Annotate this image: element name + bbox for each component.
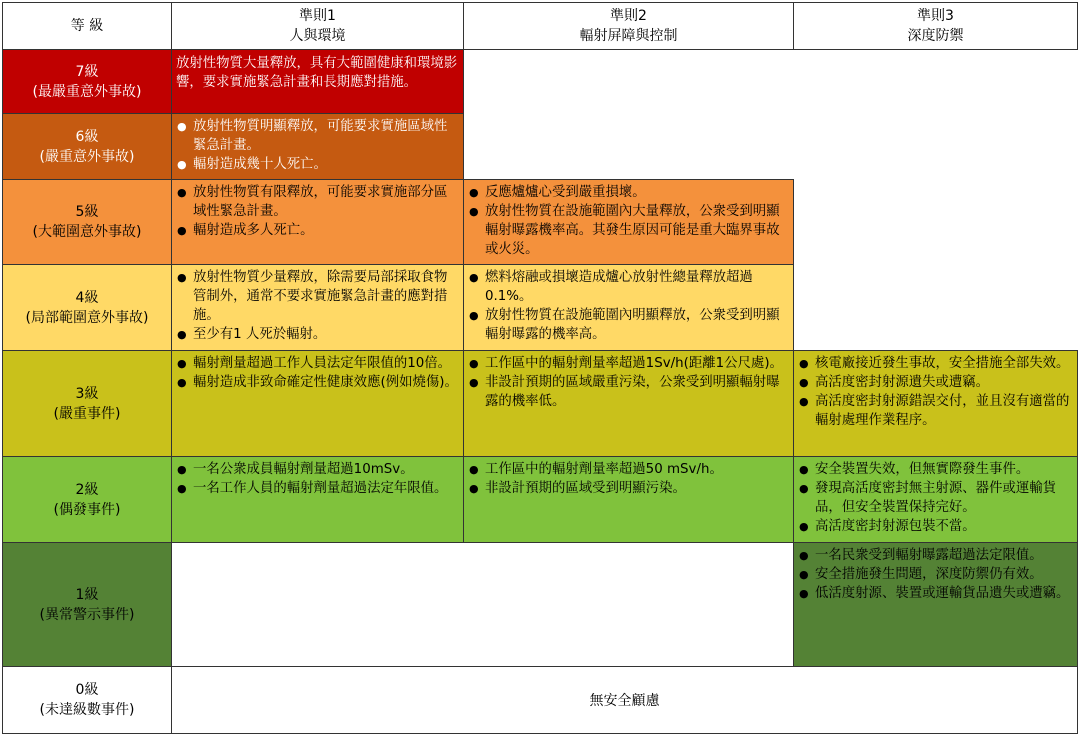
level-3-criterion-3 (793, 350, 1078, 457)
criterion-item: ● 輻射造成非致命確定性健康效應(例如燒傷)。 (176, 373, 459, 392)
criterion-item: ● 非設計預期的區域嚴重污染，公衆受到明顯輻射曝露的機率低。 (468, 373, 789, 411)
criterion-item: ● 燃料熔融或損壞造成爐心放射性總量釋放超過0.1%。 (468, 268, 789, 306)
criterion-item: ● 放射性物質有限釋放，可能要求實施部分區域性緊急計畫。 (176, 183, 459, 221)
criterion-item: ● 一名民衆受到輻射曝露超過法定限值。 (798, 546, 1073, 565)
level-3-cell (2, 350, 172, 457)
level-desc: (最嚴重意外事故) (32, 83, 142, 100)
level-3-criterion-2 (463, 350, 794, 457)
level-4-criterion-1 (171, 264, 464, 351)
criterion-item: ● 安全裝置失效，但無實際發生事件。 (798, 460, 1073, 479)
criterion-item: ● 高活度密封射源錯誤交付，並且沒有適當的輻射處理作業程序。 (798, 392, 1073, 430)
level-2-criterion-2 (463, 456, 794, 543)
criterion-item: ● 輻射造成多人死亡。 (176, 221, 459, 240)
criterion-item: ● 核電廠接近發生事故，安全措施全部失效。 (798, 354, 1073, 373)
level-desc: (異常警示事件) (39, 606, 135, 623)
level-2-cell (2, 456, 172, 543)
criterion-item: ● 非設計預期的區域受到明顯污染。 (468, 479, 789, 498)
level-desc: (大範圍意外事故) (32, 224, 142, 240)
level-7-criterion-1 (171, 49, 464, 114)
criterion-item: ● 放射性物質明顯釋放，可能要求實施區域性緊急計畫。 (176, 117, 459, 155)
criterion-item: ● 放射性物質少量釋放，除需要局部採取食物管制外，通常不要求實施緊急計畫的應對措施。 (176, 268, 459, 325)
criterion-text: 放射性物質大量釋放，具有大範圍健康和環境影響，要求實施緊急計畫和長期應對措施。 (176, 56, 458, 90)
level-6-criterion-1 (171, 113, 464, 180)
level-desc: (嚴重意外事故) (39, 148, 135, 165)
header-level (2, 2, 172, 50)
criterion-item: ● 放射性物質在設施範圍內明顯釋放，公衆受到明顯輻射曝露的機率高。 (468, 306, 789, 344)
level-label: 5級 (75, 204, 99, 220)
level-4-cell (2, 264, 172, 351)
level-label: 1級 (75, 586, 99, 603)
level-0-note (171, 666, 1078, 734)
level-1-criterion-3 (793, 542, 1078, 667)
criterion-item: ● 安全措施發生問題，深度防禦仍有效。 (798, 565, 1073, 584)
criterion-item: ● 反應爐爐心受到嚴重損壞。 (468, 183, 789, 202)
criterion-title: 準則1 (299, 8, 336, 24)
header-criterion-1 (171, 2, 464, 50)
level-desc: (嚴重事件) (53, 405, 121, 422)
level-label: 6級 (75, 128, 99, 145)
criterion-subtitle: 輻射屏障與控制 (579, 28, 678, 44)
header-criterion-2 (463, 2, 794, 50)
criterion-item: ● 放射性物質在設施範圍內大量釋放，公衆受到明顯輻射曝露機率高。其發生原因可能是重大臨界事故或火災。 (468, 202, 789, 259)
criterion-title: 準則2 (610, 8, 647, 24)
level-label: 4級 (75, 289, 99, 306)
level-6-cell (2, 113, 172, 180)
criterion-item: ● 高活度密封射源遺失或遭竊。 (798, 373, 1073, 392)
level-label: 2級 (75, 481, 99, 498)
criterion-item: ● 一名公衆成員輻射劑量超過10mSv。 (176, 460, 459, 479)
criterion-item: ● 至少有1 人死於輻射。 (176, 325, 459, 344)
criterion-item: ● 輻射造成幾十人死亡。 (176, 155, 459, 174)
header-criterion-3 (793, 2, 1078, 50)
criterion-title: 準則3 (917, 8, 954, 24)
level-0-cell (2, 666, 172, 734)
level-desc: (局部範圍意外事故) (25, 309, 149, 326)
level-3-criterion-1 (171, 350, 464, 457)
criterion-item: ● 一名工作人員的輻射劑量超過法定年限值。 (176, 479, 459, 498)
level-7-cell (2, 49, 172, 114)
criterion-item: ● 工作區中的輻射劑量率超過1Sv/h(距離1公尺處)。 (468, 354, 789, 373)
header-level-label: 等 級 (70, 18, 104, 34)
level-2-criterion-3 (793, 456, 1078, 543)
level-5-criterion-1 (171, 179, 464, 265)
criterion-item: ● 發現高活度密封無主射源、器件或運輸貨品，但安全裝置保持完好。 (798, 479, 1073, 517)
level-label: 0級 (75, 682, 99, 698)
level-5-cell (2, 179, 172, 265)
criterion-item: ● 高活度密封射源包裝不當。 (798, 517, 1073, 536)
level-label: 7級 (75, 63, 99, 80)
criterion-item: ● 輻射劑量超過工作人員法定年限值的10倍。 (176, 354, 459, 373)
no-safety-concern-text: 無安全顧慮 (589, 693, 660, 709)
criterion-item: ● 工作區中的輻射劑量率超過50 mSv/h。 (468, 460, 789, 479)
criterion-subtitle: 人與環境 (289, 28, 346, 44)
criterion-item: ● 低活度射源、裝置或運輸貨品遺失或遭竊。 (798, 584, 1073, 603)
level-4-criterion-2 (463, 264, 794, 351)
level-5-criterion-2 (463, 179, 794, 265)
level-desc: (未達級數事件) (39, 702, 135, 718)
level-desc: (偶發事件) (53, 501, 121, 518)
level-1-cell (2, 542, 172, 667)
criterion-subtitle: 深度防禦 (907, 28, 964, 44)
level-2-criterion-1 (171, 456, 464, 543)
level-label: 3級 (75, 385, 99, 402)
